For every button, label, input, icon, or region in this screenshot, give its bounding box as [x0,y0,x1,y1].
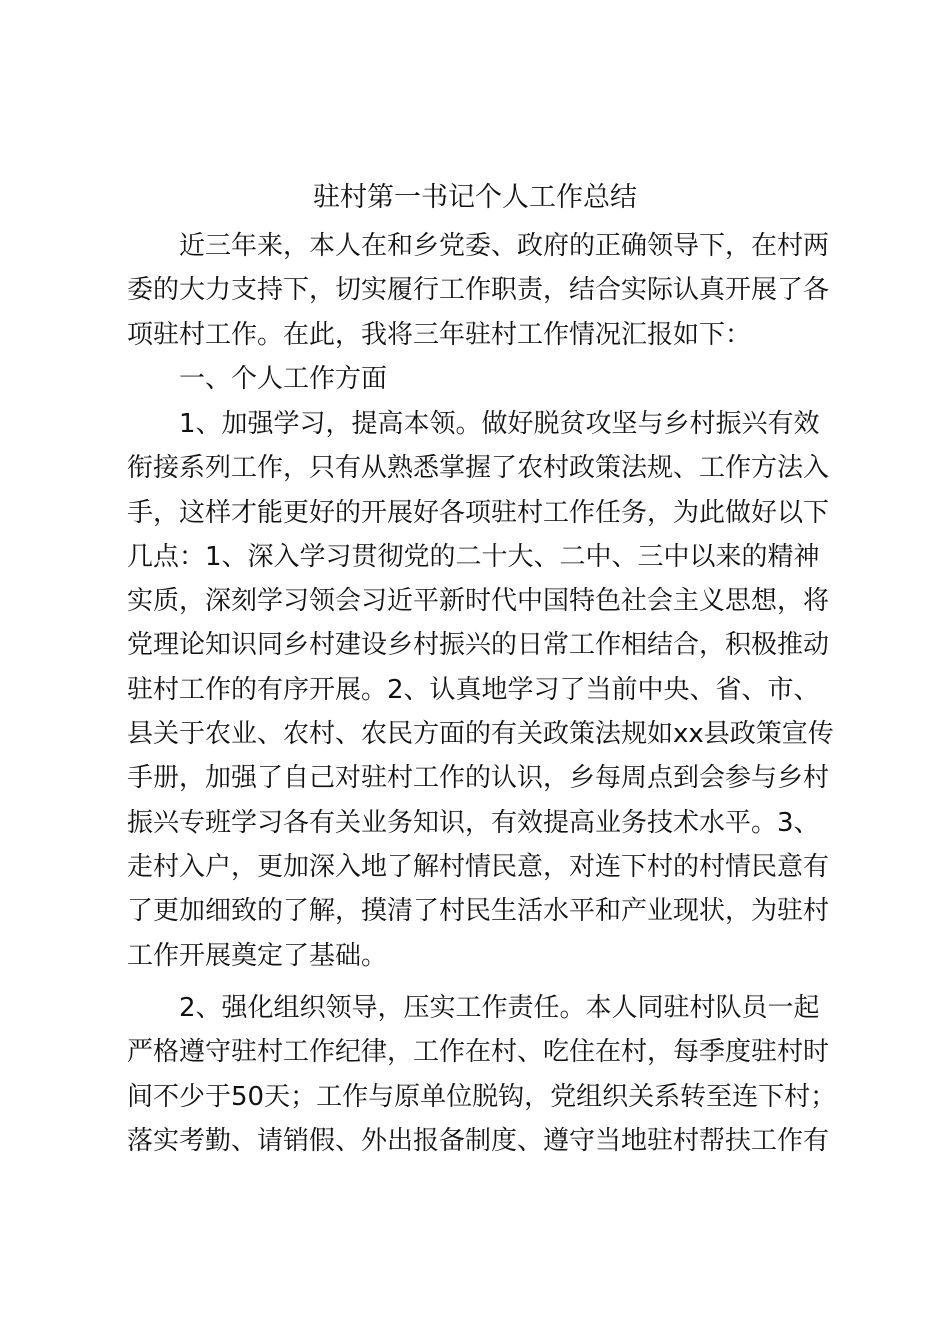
paragraph-point-one: 1、加强学习，提高本领。做好脱贫攻坚与乡村振兴有效衔接系列工作，只有从熟悉掌握了农村政策法规、工作方法入手，这样才能更好的开展好各项驻村工作任务，为此做好以下几点：1、深入学习贯彻党的二十大、二中、三中以来的精神实质，深刻学习领会习近平新时代中国特色社会主义思想，将党理论知识同乡村建设乡村振兴的日常工作相结合，积极推动驻村工作的有序开展。2、认真地学习了当前中央、省、市、县关于农业、农村、农民方面的有关政策法规如xx县政策宣传手册，加强了自己对驻村工作的认识，乡每周点到会参与乡村振兴专班学习各有关业务知识，有效提高业务技术水平。3、走村入户，更加深入地了解村情民意，对连下村的村情民意有了更加细致的了解，摸清了村民生活水平和产业现状，为驻村工作开展奠定了基础。 [127,409,834,971]
intro-paragraph: 近三年来，本人在和乡党委、政府的正确领导下，在村两委的大力支持下，切实履行工作职责，结合实际认真开展了各项驻村工作。在此，我将三年驻村工作情况汇报如下： [127,231,830,350]
section-heading: 一、个人工作方面 [179,364,388,394]
document-title: 驻村第一书记个人工作总结 [313,182,637,213]
paragraph-point-two: 2、强化组织领导，压实工作责任。本人同驻村队员一起严格遵守驻村工作纪律，工作在村、吃住在村，每季度驻村时间不少于50天；工作与原单位脱钩，党组织关系转至连下村；落实考勤、请销假、外出报备制度、遵守当地驻村帮扶工作有 [127,993,837,1156]
